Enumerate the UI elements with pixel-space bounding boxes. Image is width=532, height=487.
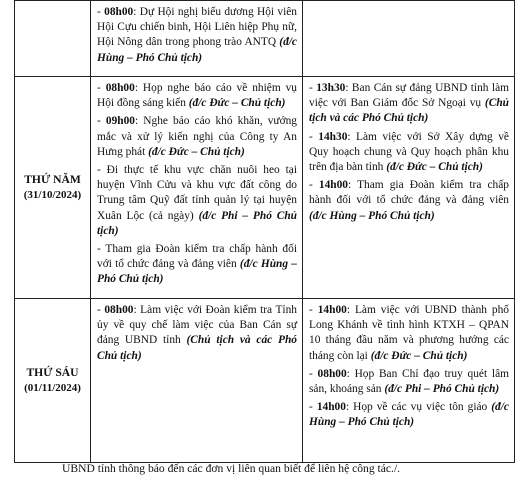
entry-time: 14h00: [316, 401, 346, 414]
afternoon-cell: [303, 299, 515, 463]
entry-time: 08h00: [105, 82, 135, 94]
schedule-entry: - 08h00: Làm việc với Đoàn kiểm tra Tỉnh ủy về quy chế làm việc của Ban Cán sự đảng UBND tỉnh (Chủ tịch và các Phó Chủ tịch): [97, 304, 297, 362]
schedule-entry: - 08h00: Họp nghe báo cáo về nhiệm vụ Hội đồng sáng kiến (đ/c Đức – Chủ tịch): [97, 82, 297, 110]
entry-time: 09h00: [105, 115, 136, 128]
day-date: (01/11/2024): [24, 381, 81, 394]
entry-text: : Làm việc với UBND thành phố Long Khánh về tình hình KTXH – QPAN 10 tháng đầu năm và phương hướng các tháng còn lại: [309, 304, 509, 362]
entry-text: Đi thực tế khu vực chăn nuôi heo tại huyện Vĩnh Cửu và khu vực đất công do Trung tâm Quỹ đất tỉnh quản lý tại huyện Xuân Lộc (cả ngày): [97, 164, 297, 222]
morning-cell: [91, 1, 303, 77]
entry-time: 14h30: [318, 130, 348, 143]
entry-text: : Dự Hội nghị biểu dương Hội viên Hội Cựu chiến binh, Hội Liên hiệp Phụ nữ, Hội Nông dân trong phong trào ANTQ: [97, 6, 297, 49]
entry-time: 08h00: [104, 6, 134, 18]
entry-text: : Ban Cán sự đảng UBND tỉnh làm việc với Ban Giám đốc Sở Ngoại vụ: [309, 82, 509, 110]
entry-assignee: (đ/c Đức – Chủ tịch): [386, 161, 483, 174]
afternoon-cell: [303, 77, 515, 299]
entry-time: 13h30: [316, 82, 346, 94]
schedule-table: [14, 0, 515, 463]
entry-assignee: (Chủ tịch và các Phó Chủ tịch): [97, 334, 297, 362]
morning-cell: [91, 77, 303, 299]
schedule-row: [15, 77, 515, 299]
entry-assignee: (đ/c Hùng – Phó Chủ tịch): [97, 258, 297, 286]
schedule-entry: - 14h30: Làm việc với Sở Xây dựng về Quy hoạch chung và Quy hoạch phân khu trên địa bàn tỉnh (đ/c Đức – Chủ tịch): [309, 130, 509, 174]
footer-note: UBND tỉnh thông báo đến các đơn vị liên quan biết để liên hệ công tác./.: [62, 462, 401, 475]
day-cell: [15, 1, 91, 77]
entry-assignee: (Chủ tịch và các Phó Chủ tịch): [309, 97, 509, 125]
entry-text: : Tham gia Đoàn kiểm tra chấp hành đối với tổ chức đảng và đảng viên: [309, 179, 509, 207]
morning-cell: [91, 299, 303, 463]
entry-text: : Làm việc với Sở Xây dựng về Quy hoạch chung và Quy hoạch phân khu trên địa bàn tỉnh: [309, 130, 509, 174]
schedule-row: [15, 299, 515, 463]
entry-text: : Nghe báo cáo khó khăn, vướng mắc và xử lý kiến nghị của Công ty An Hưng phát: [97, 115, 297, 158]
entry-assignee: (đ/c Hùng – Phó Chủ tịch): [97, 36, 297, 64]
day-name: THỨ SÁU: [26, 366, 79, 380]
schedule-entry: - 14h00: Làm việc với UBND thành phố Long Khánh về tình hình KTXH – QPAN 10 tháng đầu năm và phương hướng các tháng còn lại (đ/c Đức – Chủ tịch): [309, 304, 509, 362]
entry-text: : Họp về các vụ việc tôn giáo: [345, 401, 488, 414]
entry-assignee: (đ/c Đức – Chủ tịch): [188, 97, 286, 110]
schedule-entry: - 14h00: Tham gia Đoàn kiểm tra chấp hành đối với tổ chức đảng và đảng viên (đ/c Hùng – Phó Chủ tịch): [309, 179, 509, 222]
day-cell: [15, 77, 91, 299]
entry-time: 08h00: [104, 304, 134, 316]
entry-text: Tham gia Đoàn kiểm tra chấp hành đối với tổ chức đảng và đảng viên: [97, 243, 297, 271]
entry-time: 14h00: [317, 304, 347, 316]
entry-assignee: (đ/c Phi – Phó Chủ tịch): [97, 209, 297, 237]
entry-time: 08h00: [317, 367, 347, 380]
entry-assignee: (đ/c Hùng – Phó Chủ tịch): [309, 401, 509, 429]
schedule-entry: - 08h00: Dự Hội nghị biểu dương Hội viên Hội Cựu chiến binh, Hội Liên hiệp Phụ nữ, Hội Nông dân trong phong trào ANTQ (đ/c Hùng – Phó Chủ tịch): [97, 6, 297, 64]
schedule-entry: - 14h00: Họp về các vụ việc tôn giáo (đ/c Hùng – Phó Chủ tịch): [309, 401, 509, 429]
entry-text: : Họp nghe báo cáo về nhiệm vụ Hội đồng sáng kiến: [97, 82, 297, 110]
entry-assignee: (đ/c Phi – Phó Chủ tịch): [384, 383, 500, 396]
entry-assignee: (đ/c Đức – Chủ tịch): [370, 349, 468, 362]
day-cell: [15, 299, 91, 463]
entry-assignee: (đ/c Đức – Chủ tịch): [148, 145, 245, 158]
entry-text: : Làm việc với Đoàn kiểm tra Tỉnh ủy về quy chế làm việc của Ban Cán sự đảng UBND tỉnh: [97, 304, 297, 347]
schedule-entry: - Đi thực tế khu vực chăn nuôi heo tại huyện Vĩnh Cửu và khu vực đất công do Trung tâm Quỹ đất tỉnh quản lý tại huyện Xuân Lộc (cả ngày) (đ/c Phi – Phó Chủ tịch): [97, 164, 297, 237]
schedule-entry: - 13h30: Ban Cán sự đảng UBND tỉnh làm việc với Ban Giám đốc Sở Ngoại vụ (Chủ tịch và các Phó Chủ tịch): [309, 82, 509, 125]
entry-time: 14h00: [318, 179, 349, 192]
day-date: (31/10/2024): [23, 188, 82, 201]
schedule-entry: - Tham gia Đoàn kiểm tra chấp hành đối với tổ chức đảng và đảng viên (đ/c Hùng – Phó Chủ tịch): [97, 243, 297, 286]
day-name: THỨ NĂM: [24, 173, 81, 187]
schedule-entry: - 09h00: Nghe báo cáo khó khăn, vướng mắc và xử lý kiến nghị của Công ty An Hưng phát (đ/c Đức – Chủ tịch): [97, 115, 297, 158]
schedule-row: [15, 1, 515, 77]
afternoon-cell: [303, 1, 515, 77]
entry-assignee: (đ/c Hùng – Phó Chủ tịch): [309, 209, 435, 222]
schedule-body: [15, 1, 515, 463]
entry-text: : Họp Ban Chỉ đạo truy quét lâm sản, khoáng sản: [309, 367, 509, 396]
schedule-entry: - 08h00: Họp Ban Chỉ đạo truy quét lâm sản, khoáng sản (đ/c Phi – Phó Chủ tịch): [309, 367, 509, 396]
